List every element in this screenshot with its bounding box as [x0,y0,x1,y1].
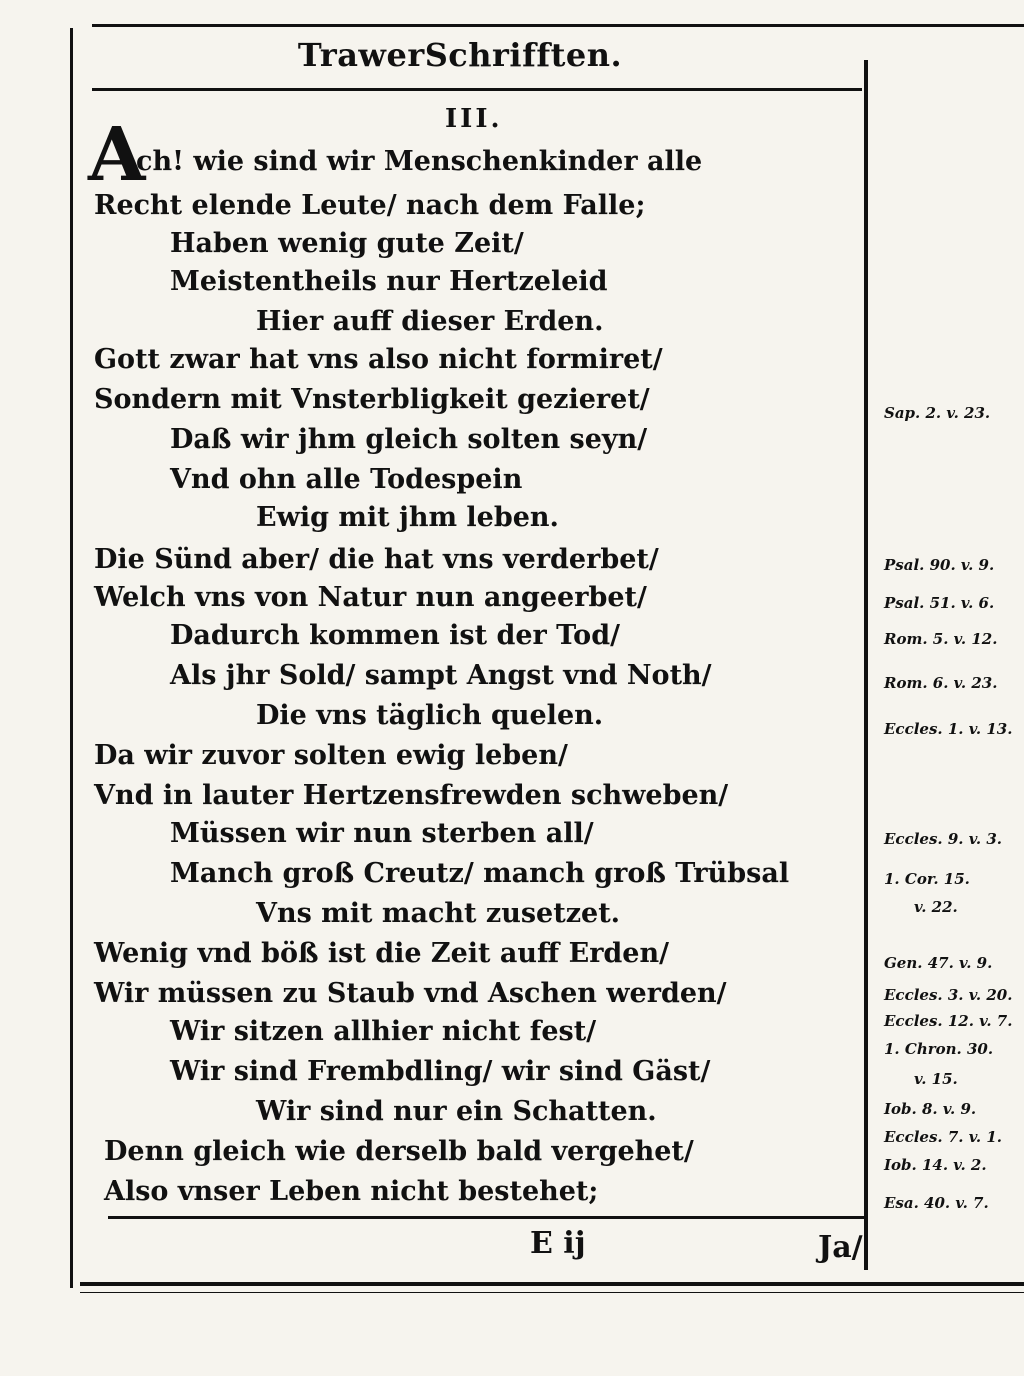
margin-reference: Psal. 51. v. 6. [884,594,995,612]
verse-line: Manch groß Creutz/ manch groß Trübsal [170,858,790,889]
margin-reference: Eccles. 3. v. 20. [884,986,1013,1004]
verse-line: Die Sünd aber/ die hat vns verderbet/ [94,544,659,575]
margin-reference: Esa. 40. v. 7. [884,1194,989,1212]
margin-reference: Iob. 14. v. 2. [884,1156,987,1174]
verse-line: Die vns täglich quelen. [256,700,604,731]
verse-line: Vnd in lauter Hertzensfrewden schweben/ [94,780,729,811]
left-margin-rule [70,28,73,1288]
margin-reference: Sap. 2. v. 23. [884,404,991,422]
margin-reference: Iob. 8. v. 9. [884,1100,977,1118]
catchword: Ja/ [818,1230,863,1265]
verse-line: Dadurch kommen ist der Tod/ [170,620,620,651]
margin-reference: Eccles. 1. v. 13. [884,720,1013,738]
verse-line: Als jhr Sold/ sampt Angst vnd Noth/ [170,660,712,691]
margin-reference: v. 15. [914,1070,958,1088]
verse-line: Also vnser Leben nicht bestehet; [104,1176,599,1207]
header-underline [92,88,862,91]
verse-line: Hier auff dieser Erden. [256,306,604,337]
verse-line: ch! wie sind wir Menschenkinder alle [136,146,703,177]
bottom-rule-thin [80,1292,1024,1293]
verse-line: Gott zwar hat vns also nicht formiret/ [94,344,663,375]
margin-reference: Rom. 5. v. 12. [884,630,998,648]
verse-line: Vnd ohn alle Todespein [170,464,523,495]
signature-mark: E ij [530,1226,586,1261]
verse-line: Wenig vnd böß ist die Zeit auff Erden/ [94,938,669,969]
verse-line: Müssen wir nun sterben all/ [170,818,594,849]
drop-capital: A [88,112,146,198]
margin-reference: Eccles. 9. v. 3. [884,830,1003,848]
verse-line: Da wir zuvor solten ewig leben/ [94,740,568,771]
verse-line: Recht elende Leute/ nach dem Falle; [94,190,646,221]
verse-line: Wir sitzen allhier nicht fest/ [170,1016,597,1047]
running-title: TrawerSchrifften. [297,36,623,74]
inner-right-rule [864,60,868,1270]
bottom-rule [80,1282,1024,1286]
verse-line: Vns mit macht zusetzet. [256,898,621,929]
verse-line: Ewig mit jhm leben. [256,502,559,533]
verse-line: Wir müssen zu Staub vnd Aschen werden/ [94,978,727,1009]
verse-line: Haben wenig gute Zeit/ [170,228,524,259]
margin-reference: Gen. 47. v. 9. [884,954,993,972]
margin-reference: Eccles. 7. v. 1. [884,1128,1003,1146]
section-number: III. [445,104,503,134]
margin-reference: Eccles. 12. v. 7. [884,1012,1013,1030]
verse-line: Wir sind nur ein Schatten. [256,1096,657,1127]
verse-line: Meistentheils nur Hertzeleid [170,266,608,297]
margin-reference: Rom. 6. v. 23. [884,674,998,692]
top-rule [92,24,1024,27]
verse-line: Wir sind Frembdling/ wir sind Gäst/ [170,1056,711,1087]
margin-reference: Psal. 90. v. 9. [884,556,995,574]
verse-line: Daß wir jhm gleich solten seyn/ [170,424,648,455]
verse-line: Denn gleich wie derselb bald vergehet/ [104,1136,694,1167]
margin-reference: 1. Chron. 30. [884,1040,994,1058]
verse-line: Sondern mit Vnsterbligkeit gezieret/ [94,384,650,415]
margin-reference: v. 22. [914,898,958,916]
margin-reference: 1. Cor. 15. [884,870,970,888]
verse-line: Welch vns von Natur nun angeerbet/ [94,582,647,613]
